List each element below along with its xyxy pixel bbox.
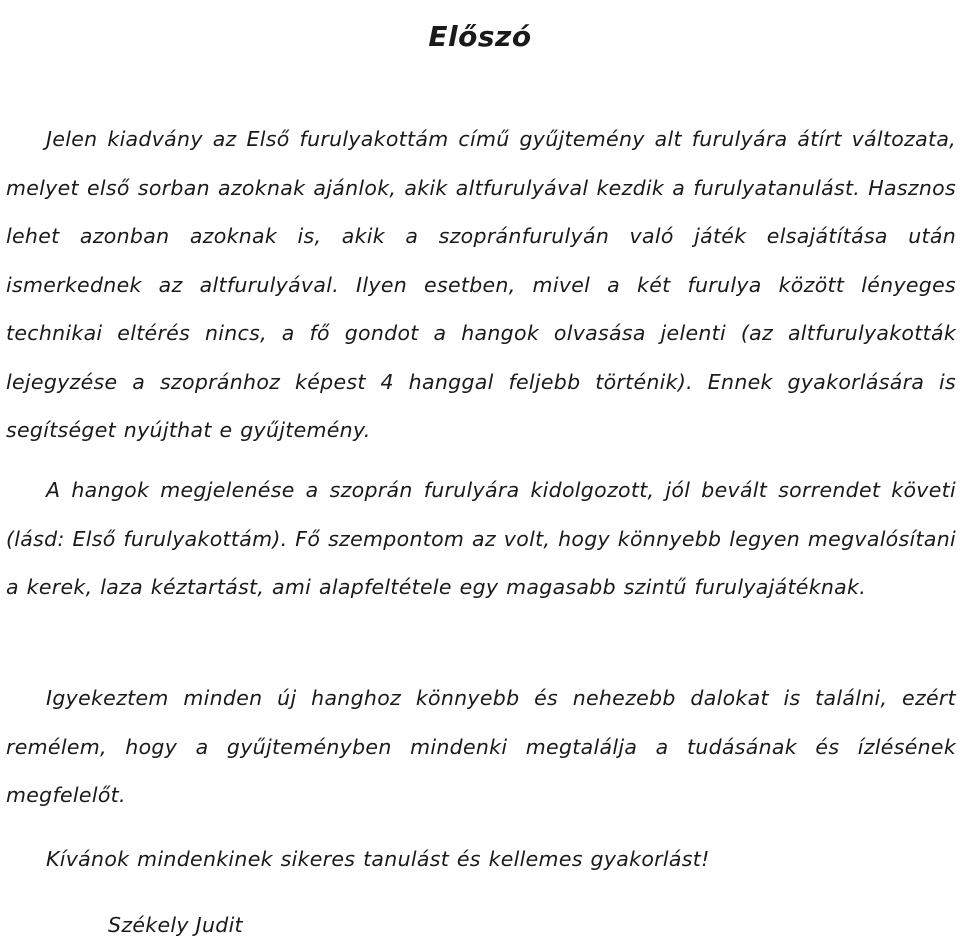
author-signature: Székely Judit <box>108 913 243 937</box>
paragraph-note-order: A hangok megjelenése a szoprán furulyára kidolgozott, jól bevált sorrendet követi (lásd: Első furulyakottám). Fő szempontom az volt, hogy könnyebb legyen megvalósítani a kerek, laza kéztartást, ami alapfeltétele egy magasabb szintű furulyajátéknak. <box>6 478 956 599</box>
page-title: Előszó <box>428 19 532 53</box>
paragraph-songs: Igyekeztem minden új hanghoz könnyebb és nehezebb dalokat is találni, ezért remélem, hogy a gyűjteményben mindenki megtalálja a tudásának és ízlésének megfelelőt. <box>6 686 956 807</box>
paragraph-wishes: Kívánok mindenkinek sikeres tanulást és kellemes gyakorlást! <box>46 847 710 871</box>
paragraph-intro: Jelen kiadvány az Első furulyakottám című gyűjtemény alt furulyára átírt változata, melyet első sorban azoknak ajánlok, akik altfurulyával kezdik a furulyatanulást. Hasznos lehet azonban azoknak is, akik a szopránfurulyán való játék elsajátítása után ismerkednek az altfurulyával. Ilyen esetben, mivel a két furulya között lényeges technikai eltérés nincs, a fő gondot a hangok olvasása jelenti (az altfurulyakották lejegyzése a szopránhoz képest 4 hanggal feljebb történik). Ennek gyakorlására is segítséget nyújthat e gyűjtemény. <box>6 127 956 442</box>
